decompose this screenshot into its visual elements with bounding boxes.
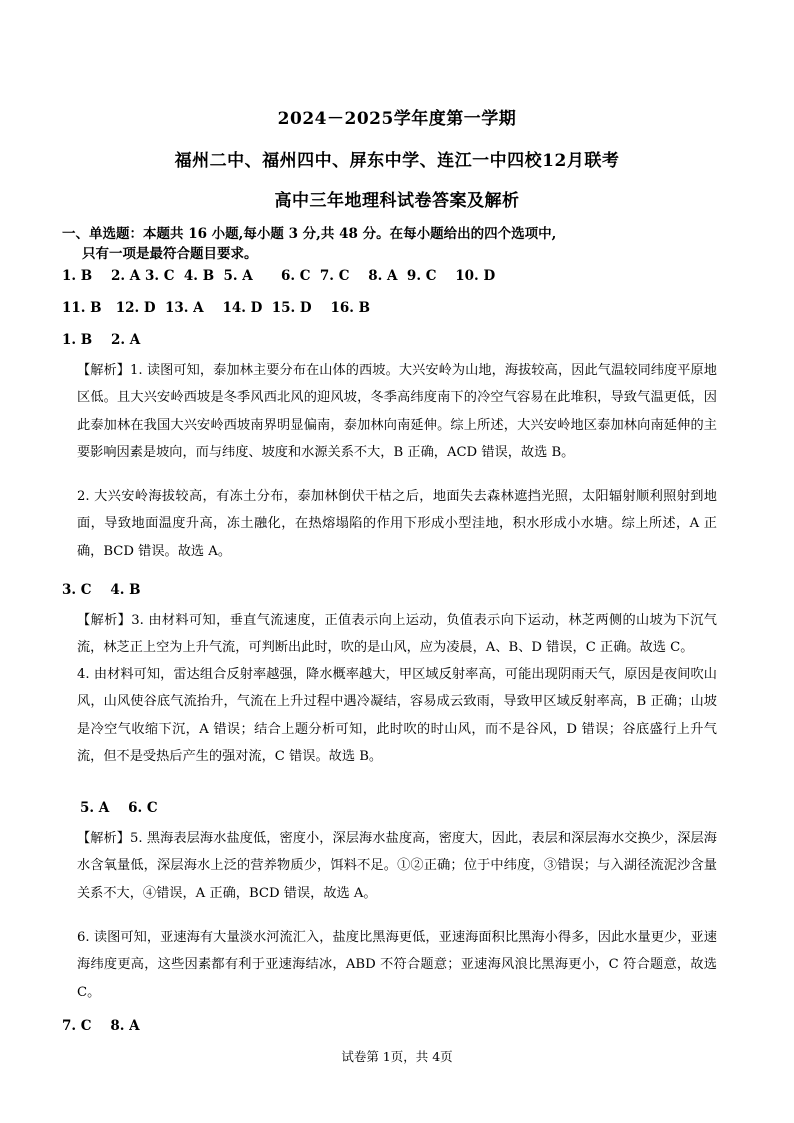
section-heading: 一、单选题：本题共 16 小题,每小题 3 分,共 48 分。在每小题给出的四个选项中, xyxy=(62,226,557,242)
answer-key-row-1: 1. B 2. A 3. C 4. B 5. A 6. C 7. C 8. A 9. C 10. D xyxy=(62,268,496,284)
answer-key-row-2: 11. B 12. D 13. A 14. D 15. D 16. B xyxy=(62,300,371,316)
header-term: 2024－2025学年度第一学期 xyxy=(277,109,517,129)
group-heading-5-6: 5. A 6. C xyxy=(80,800,158,816)
explanation-q4: 4. 由材料可知，雷达组合反射率越强，降水概率越大，甲区域反射率高，可能出现阴雨天气，原因是夜间吹山风，山风使谷底气流抬升，气流在上升过程中遇冷凝结，容易成云致雨，导致甲区域反射率高，B 正确；山坡是冷空气收缩下沉，A 错误；结合上题分析可知，此时吹的时山风，而不是谷风，D 错误；谷底盛行上升气流，但不是受热后产生的强对流，C 错误。故选 B。 xyxy=(77,667,717,765)
group-heading-7-8: 7. C 8. A xyxy=(62,1018,140,1034)
section-heading-cont: 只有一项是最符合题目要求。 xyxy=(82,246,258,262)
page-footer: 试卷第 1页，共 4页 xyxy=(341,1049,453,1064)
explanation-q1: 【解析】1. 读图可知，泰加林主要分布在山体的西坡。大兴安岭为山地，海拔较高，因此气温较同纬度平原地区低。且大兴安岭西坡是冬季风西北风的迎风坡，冬季高纬度南下的冷空气容易在此堆积，导致气温更低，因此泰加林在我国大兴安岭西坡南界明显偏南，泰加林向南延伸。综上所述，大兴安岭地区泰加林向南延伸的主要影响因素是坡向，而与纬度、坡度和水源关系不大，B 正确，ACD 错误，故选 B。 xyxy=(77,363,717,461)
explanation-q5: 【解析】5. 黑海表层海水盐度低，密度小，深层海水盐度高，密度大，因此，表层和深层海水交换少，深层海水含氧量低，深层海水上泛的营养物质少，饵料不足。①②正确；位于中纬度，③错误；与入湖径流泥沙含量关系不大，④错误，A 正确，BCD 错误，故选 A。 xyxy=(77,831,717,901)
explanation-q2: 2. 大兴安岭海拔较高，有冻土分布，泰加林倒伏干枯之后，地面失去森林遮挡光照，太阳辐射顺利照射到地面，导致地面温度升高，冻土融化，在热熔塌陷的作用下形成小型洼地，积水形成小水塘。综上所述，A 正确，BCD 错误。故选 A。 xyxy=(77,489,717,559)
header-exam-title: 福州二中、福州四中、屏东中学、连江一中四校12月联考 xyxy=(174,151,620,171)
group-heading-1-2: 1. B 2. A xyxy=(62,332,141,348)
group-heading-3-4: 3. C 4. B xyxy=(62,582,141,598)
explanation-q3: 【解析】3. 由材料可知，垂直气流速度，正值表示向上运动，负值表示向下运动，林芝两侧的山坡为下沉气流，林芝正上空为上升气流，可判断出此时，吹的是山风，应为凌晨，A、B、D 错误，C 正确。故选 C。 xyxy=(77,613,717,656)
explanation-q6: 6. 读图可知，亚速海有大量淡水河流汇入，盐度比黑海更低，亚速海面积比黑海小得多，因此水量更少，亚速海纬度更高，这些因素都有利于亚速海结冰，ABD 不符合题意；亚速海风浪比黑海更小，C 符合题意，故选 C。 xyxy=(77,930,717,1000)
header-subtitle: 高中三年地理科试卷答案及解析 xyxy=(274,191,520,211)
